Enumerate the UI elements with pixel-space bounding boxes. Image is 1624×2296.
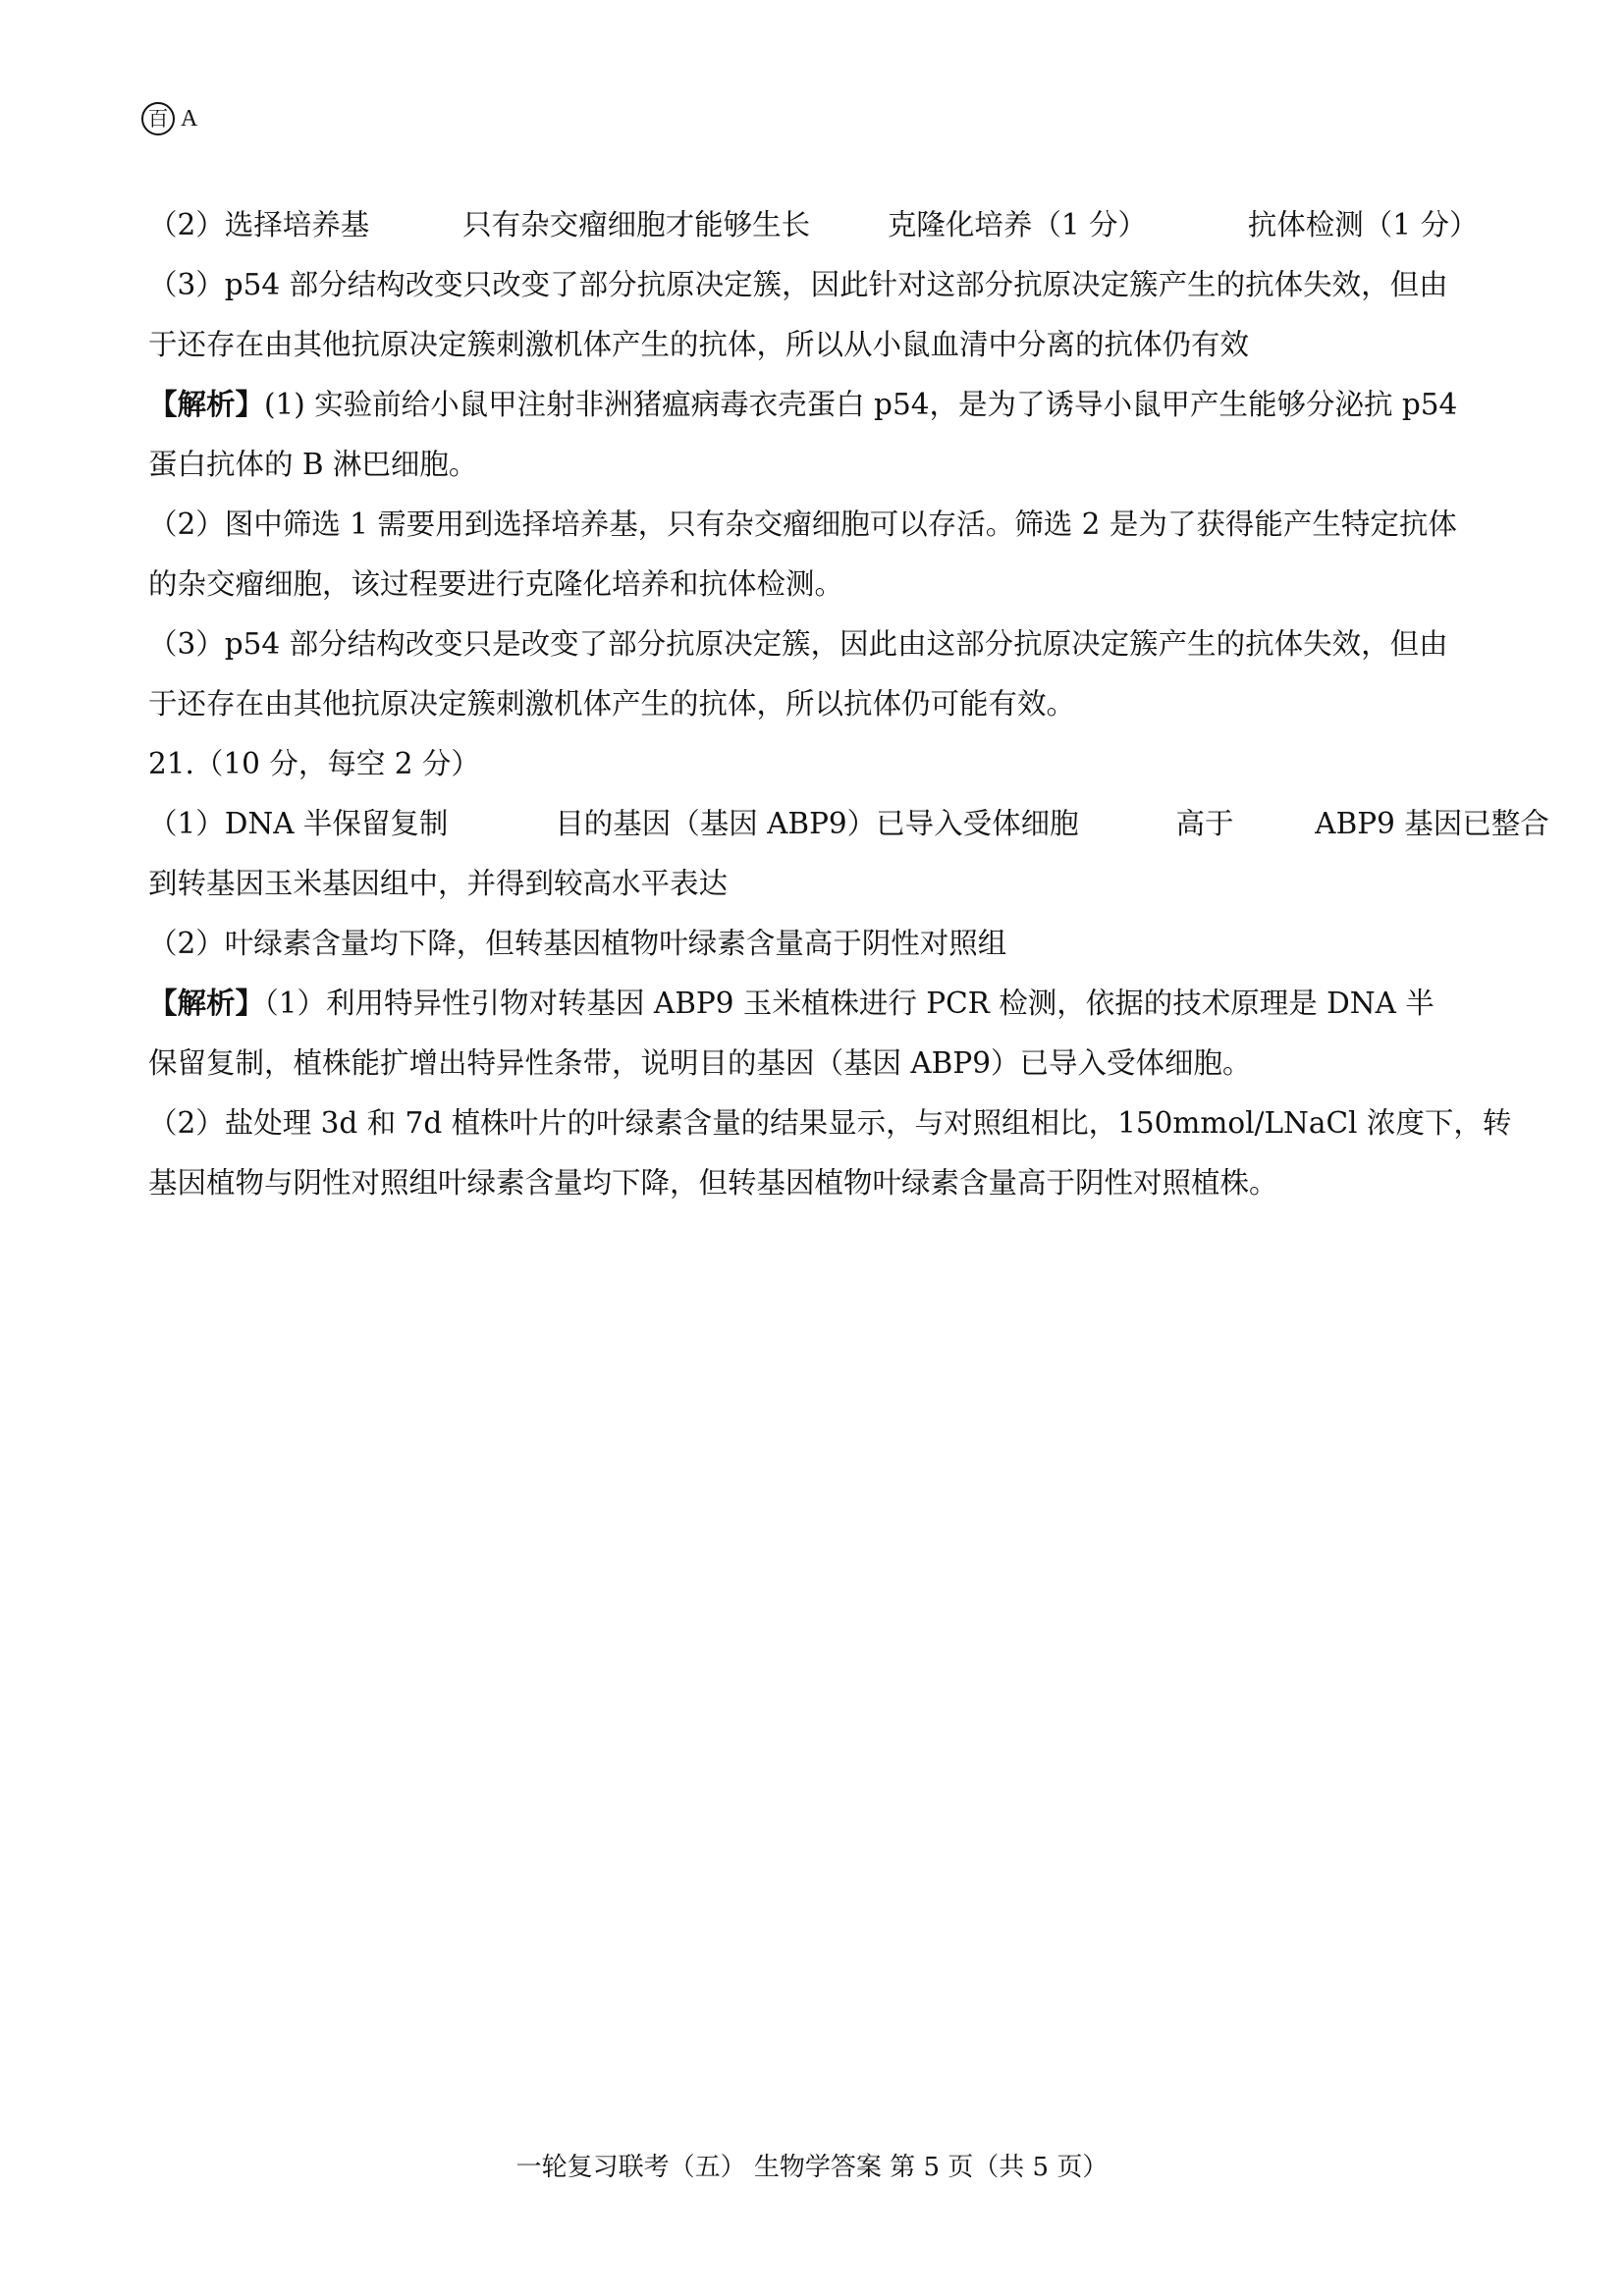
analysis-tag: 【解析】 <box>148 986 265 1020</box>
answer-blank: 只有杂交瘤细胞才能够生长 <box>462 208 811 241</box>
text-line: 蛋白抗体的 B 淋巴细胞。 <box>148 448 478 481</box>
logo-letter: A <box>181 105 198 132</box>
text-line: 保留复制，植株能扩增出特异性条带，说明目的基因（基因 ABP9）已导入受体细胞。 <box>148 1046 1252 1080</box>
answer-blank: 克隆化培养（1 分） <box>887 208 1148 241</box>
analysis-tag: 【解析】 <box>148 387 265 421</box>
text-line: 基因植物与阴性对照组叶绿素含量均下降，但转基因植物叶绿素含量高于阴性对照植株。 <box>148 1166 1278 1200</box>
answer-blank: 高于 <box>1175 807 1234 840</box>
question-heading: 21.（10 分，每空 2 分） <box>148 747 480 780</box>
publisher-logo <box>141 102 197 135</box>
answer-blank: （1）DNA 半保留复制 <box>148 807 449 840</box>
analysis-line <box>148 384 1484 425</box>
logo-circle-icon <box>141 102 175 135</box>
text-line: （2）图中筛选 1 需要用到选择培养基，只有杂交瘤细胞可以存活。筛选 2 是为了获得能产生特定抗体 <box>148 507 1457 541</box>
text-line: 于还存在由其他抗原决定簇刺激机体产生的抗体，所以抗体仍可能有效。 <box>148 687 1076 721</box>
text-line: 于还存在由其他抗原决定簇刺激机体产生的抗体，所以从小鼠血清中分离的抗体仍有效 <box>148 328 1250 361</box>
text-line: 的杂交瘤细胞，该过程要进行克隆化培养和抗体检测。 <box>148 567 844 601</box>
answer-blank: （2）选择培养基 <box>148 208 370 241</box>
text-line: （3）p54 部分结构改变只改变了部分抗原决定簇，因此针对这部分抗原决定簇产生的抗体失效，但由 <box>148 268 1448 301</box>
answer-blank: 抗体检测（1 分） <box>1247 208 1479 241</box>
text-line: （2）叶绿素含量均下降，但转基因植物叶绿素含量高于阴性对照组 <box>148 927 1007 960</box>
analysis-text: (1) 实验前给小鼠甲注射非洲猪瘟病毒衣壳蛋白 p54，是为了诱导小鼠甲产生能够分泌抗 p54 <box>264 388 1458 421</box>
logo-character: 百 <box>147 106 169 131</box>
answer-blank: 目的基因（基因 ABP9）已导入受体细胞 <box>555 807 1079 840</box>
page-footer: 一轮复习联考（五） 生物学答案 第 5 页（共 5 页） <box>515 2153 1109 2182</box>
answer-line-21-1 <box>148 803 1549 844</box>
answer-line-20-2 <box>148 204 1479 245</box>
text-line: （2）盐处理 3d 和 7d 植株叶片的叶绿素含量的结果显示，与对照组相比，150mmol/LNaCl 浓度下，转 <box>148 1106 1512 1140</box>
analysis-line <box>148 983 1484 1024</box>
text-line: 到转基因玉米基因组中，并得到较高水平表达 <box>148 867 729 900</box>
answer-blank: ABP9 基因已整合 <box>1315 807 1549 840</box>
text-line: （3）p54 部分结构改变只是改变了部分抗原决定簇，因此由这部分抗原决定簇产生的抗体失效，但由 <box>148 627 1448 661</box>
analysis-text: （1）利用特异性引物对转基因 ABP9 玉米植株进行 PCR 检测，依据的技术原理是 DNA 半 <box>264 987 1435 1020</box>
